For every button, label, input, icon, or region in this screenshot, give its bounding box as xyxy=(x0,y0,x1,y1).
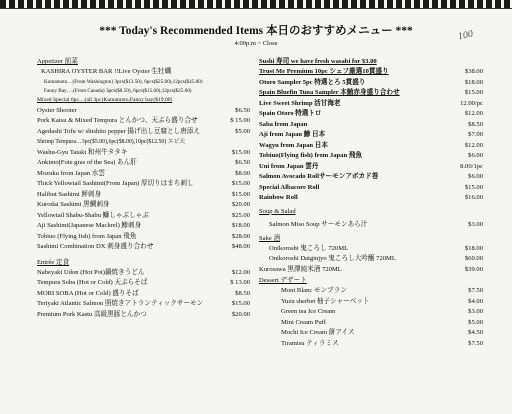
menu-item xyxy=(259,120,483,131)
item-name: Onikoroshi 鬼ころし 720ML xyxy=(269,244,349,252)
section-title-dessert: Dessert デザート xyxy=(259,277,307,284)
item-name: Mont Blanc モンブラン xyxy=(281,287,347,294)
item-name: Premium Pork Kastu 高級黒豚とんかつ xyxy=(37,310,147,318)
item-name: MORI SOBA (Hot or Cold) 盛りそば xyxy=(37,289,139,297)
left-column xyxy=(37,56,250,320)
menu-item xyxy=(259,318,483,329)
item-name: Thick Yellowtail Sashimi(From Japan) 厚切りはまち刺し xyxy=(37,180,194,188)
menu-item xyxy=(259,99,483,110)
item-price: $7.00 xyxy=(468,131,483,138)
menu-item xyxy=(37,289,250,300)
menu-item xyxy=(37,169,250,180)
menu-item xyxy=(37,116,250,127)
item-price: $5.00 xyxy=(235,127,250,135)
item-price: $6.50 xyxy=(235,159,250,167)
section-title-soup-salad: Soup & Salad xyxy=(259,207,296,215)
item-price: $25.00 xyxy=(231,211,250,219)
menu-item xyxy=(37,242,250,253)
item-price: $12.00 xyxy=(464,141,483,149)
item-name: Aji Sashimi(Japanese Mackrel) 鯵刺身 xyxy=(37,222,142,230)
right-column xyxy=(259,56,483,349)
menu-item xyxy=(37,190,250,201)
menu-item xyxy=(37,158,250,169)
item-price: $15.00 xyxy=(464,183,483,191)
item-name: Fanny Bay….(From Canada) 3pcs($8.50), 6pcs($15.00),12pcs($25.00) xyxy=(44,87,192,94)
section-title-sushi: Sushi 寿司 we have fresh wasabi for $3.00 xyxy=(259,58,377,65)
menu-item xyxy=(37,137,250,148)
section-title-entree: Entrée 定食 xyxy=(37,258,70,266)
item-name: Oyster Shooter xyxy=(37,106,77,114)
menu-item xyxy=(37,221,250,232)
item-name: Rainbow Roll xyxy=(259,194,298,201)
menu-item xyxy=(37,278,250,289)
item-price: $60.00 xyxy=(464,255,483,262)
item-name: Mozuku from Japan 水雲 xyxy=(37,169,105,177)
item-price: $38.00 xyxy=(464,68,483,75)
item-price: $39.00 xyxy=(464,265,483,273)
menu-item xyxy=(259,78,483,89)
item-price: $6.00 xyxy=(468,173,483,180)
menu-item xyxy=(259,244,483,255)
item-name: Tobiuo (Flying fish) from Japan 飛魚 xyxy=(37,232,137,240)
menu-item xyxy=(37,232,250,243)
item-price: $3.00 xyxy=(468,220,483,228)
menu-title: *** Today's Recommended Items 本日のおすすめメニュー *** xyxy=(99,25,413,37)
menu-subitem xyxy=(37,87,250,96)
item-name: Agedashi Tofu w/ shishito pepper 揚げ出し豆腐とし唐添え xyxy=(37,127,200,135)
menu-item xyxy=(259,286,483,297)
menu-item xyxy=(259,297,483,308)
menu-item xyxy=(259,130,483,141)
menu-item xyxy=(37,310,250,321)
menu-item xyxy=(37,268,250,279)
item-name: Tobiuo(Flying fish) from Japan 飛魚 xyxy=(259,152,362,159)
menu-item xyxy=(259,141,483,152)
item-price: $20.00 xyxy=(231,310,250,318)
menu-item xyxy=(259,88,483,99)
menu-item xyxy=(37,299,250,310)
menu-item xyxy=(259,109,483,120)
item-price: $16.00 xyxy=(464,194,483,201)
spacer xyxy=(37,253,250,257)
item-name: Onikoroshi Daiginjyo 鬼ころし大吟醸 720ML xyxy=(269,255,396,262)
item-name: Live Sweet Shrimp 活甘海老 xyxy=(259,99,341,107)
menu-item xyxy=(259,67,483,78)
item-name: Tempura Soba (Hot or Cold) 天ぷらそば xyxy=(37,279,148,287)
item-name: Salmon Miso Soup サーモンあら汁 xyxy=(269,220,368,228)
item-name: Mochi Ice Cream 餅アイス xyxy=(281,329,355,336)
menu-item xyxy=(259,193,483,204)
item-price: $15.00 xyxy=(231,148,250,156)
item-name: Saba from Japan xyxy=(259,120,308,128)
item-price: $18.00 xyxy=(231,222,250,230)
item-price: $18.00 xyxy=(464,78,483,86)
spacer xyxy=(259,204,483,206)
menu-item xyxy=(37,67,250,78)
menu-item xyxy=(259,307,483,318)
item-name: Mixed Special 6pc…(all 3pc)Kumamoto,Fanny bay($19.00) xyxy=(37,97,173,104)
item-name: Special Albacore Roll xyxy=(259,183,320,191)
item-name: Ankimo(Foie gras of the Sea) あん肝 xyxy=(37,159,137,167)
item-price: $12.00 xyxy=(231,268,250,276)
section-title-sake: Sake 酒 xyxy=(259,234,281,242)
item-name: Pork Katsu & Mixed Tempura とんかつ、天ぷら盛り合せ xyxy=(37,117,198,125)
menu-item xyxy=(259,183,483,194)
item-price: $48.00 xyxy=(231,243,250,251)
menu-subitem xyxy=(37,78,250,87)
menu-hours: 4:00p.m ~ Close xyxy=(234,40,278,47)
item-name: Yuzu sherbet 柚子シャーベット xyxy=(281,297,370,305)
menu-item xyxy=(259,265,483,276)
item-price: 8.00/1pc xyxy=(460,162,483,170)
menu-subitem xyxy=(37,96,250,105)
item-price: 12.00/pc xyxy=(460,99,483,107)
item-price: $7.50 xyxy=(468,287,483,294)
item-price: $8.50 xyxy=(468,120,483,128)
item-name: Halibut Sashimi 鮃刺身 xyxy=(37,190,102,198)
torn-paper-edge xyxy=(0,0,512,9)
menu-item xyxy=(37,200,250,211)
menu-item xyxy=(37,211,250,222)
item-price: $15.00 xyxy=(231,180,250,188)
item-price: $28.00 xyxy=(231,232,250,240)
item-price: $8.00 xyxy=(235,169,250,177)
item-name: Green tea Ice Cream xyxy=(281,308,336,315)
item-name: Kurosawa 黒澤純米酒 720ML xyxy=(259,265,342,273)
item-price: $6.00 xyxy=(468,152,483,159)
item-name: Shrimp Tempura…3pc($5.00),6pc($8.00),10pc($12.50) エビ天 xyxy=(37,139,186,146)
item-price: $3.00 xyxy=(468,308,483,315)
item-name: Washu-Gyu Tataki 和州牛タタキ xyxy=(37,148,128,156)
item-name: Nabeyaki Udon (Hot Pot)鍋焼きうどん xyxy=(37,268,145,276)
item-name: Teriyaki Atlantic Salmon 照焼きアトランティックサーモン xyxy=(37,300,204,308)
item-name: Wagyu from Japan 日本 xyxy=(259,141,328,149)
menu-item xyxy=(37,106,250,117)
handwritten-note: 100 xyxy=(457,28,474,43)
item-price: $15.00 xyxy=(231,300,250,308)
item-price: $7.50 xyxy=(468,339,483,347)
item-name: Tiramisu ティラミス xyxy=(281,339,339,347)
item-name: Mini Cream Puff xyxy=(281,318,326,326)
item-price: $15.00 xyxy=(464,89,483,96)
menu-item xyxy=(259,151,483,162)
item-name: Spain Bluefin Tuna Sampler 本鮪赤身盛り合わせ xyxy=(259,89,400,96)
menu-item xyxy=(259,328,483,339)
item-name: Otoro Sampler 5pc 特選とろ 5貫盛り xyxy=(259,78,366,86)
item-price: $5.00 xyxy=(468,318,483,326)
item-price: $ 13.00 xyxy=(230,279,250,287)
menu-item xyxy=(259,339,483,350)
item-price: $12.00 xyxy=(464,110,483,117)
menu-item xyxy=(37,127,250,138)
menu-item xyxy=(259,162,483,173)
item-price: $18.00 xyxy=(464,244,483,252)
item-name: Aji from Japan 鯵 日本 xyxy=(259,131,326,138)
item-price: $4.50 xyxy=(468,329,483,336)
menu-item xyxy=(37,179,250,190)
item-price: $8.50 xyxy=(235,289,250,297)
item-name: Spain Otoro 特選トロ xyxy=(259,110,322,117)
item-price: $4.00 xyxy=(468,297,483,305)
item-name: Salmon Avocado Rollサーモンアボカド巻 xyxy=(259,173,379,180)
menu-item xyxy=(259,217,483,233)
item-name: KASHIRA OYSTER BAR !!Live Oyster 生牡蠣 xyxy=(41,68,172,75)
item-price: $20.00 xyxy=(231,201,250,209)
item-name: Kumamoto…(From Washington) 3pcs($13.50), 6pcs($25.00),12pcs($45.00) xyxy=(44,78,203,85)
menu-item xyxy=(259,172,483,183)
section-title-appetizer: Appetizer 前菜 xyxy=(37,58,78,65)
item-price: $15.00 xyxy=(231,190,250,198)
item-name: Kurodai Sashimi 黒鯛刺身 xyxy=(37,201,110,209)
menu-item xyxy=(259,254,483,265)
item-price: $6.50 xyxy=(235,106,250,114)
item-price: $ 15.00 xyxy=(230,117,250,125)
item-name: Trust Me Premium 10pc シェフ厳選10貫盛り xyxy=(259,68,389,75)
item-name: Yellowtail Shabu-Shabu 鰤しゃぶしゃぶ xyxy=(37,211,149,219)
item-name: Sashimi Combination DX 刺身盛り合わせ xyxy=(37,243,154,251)
menu-item xyxy=(37,148,250,159)
item-name: Uni from Japan 雲丹 xyxy=(259,162,319,170)
